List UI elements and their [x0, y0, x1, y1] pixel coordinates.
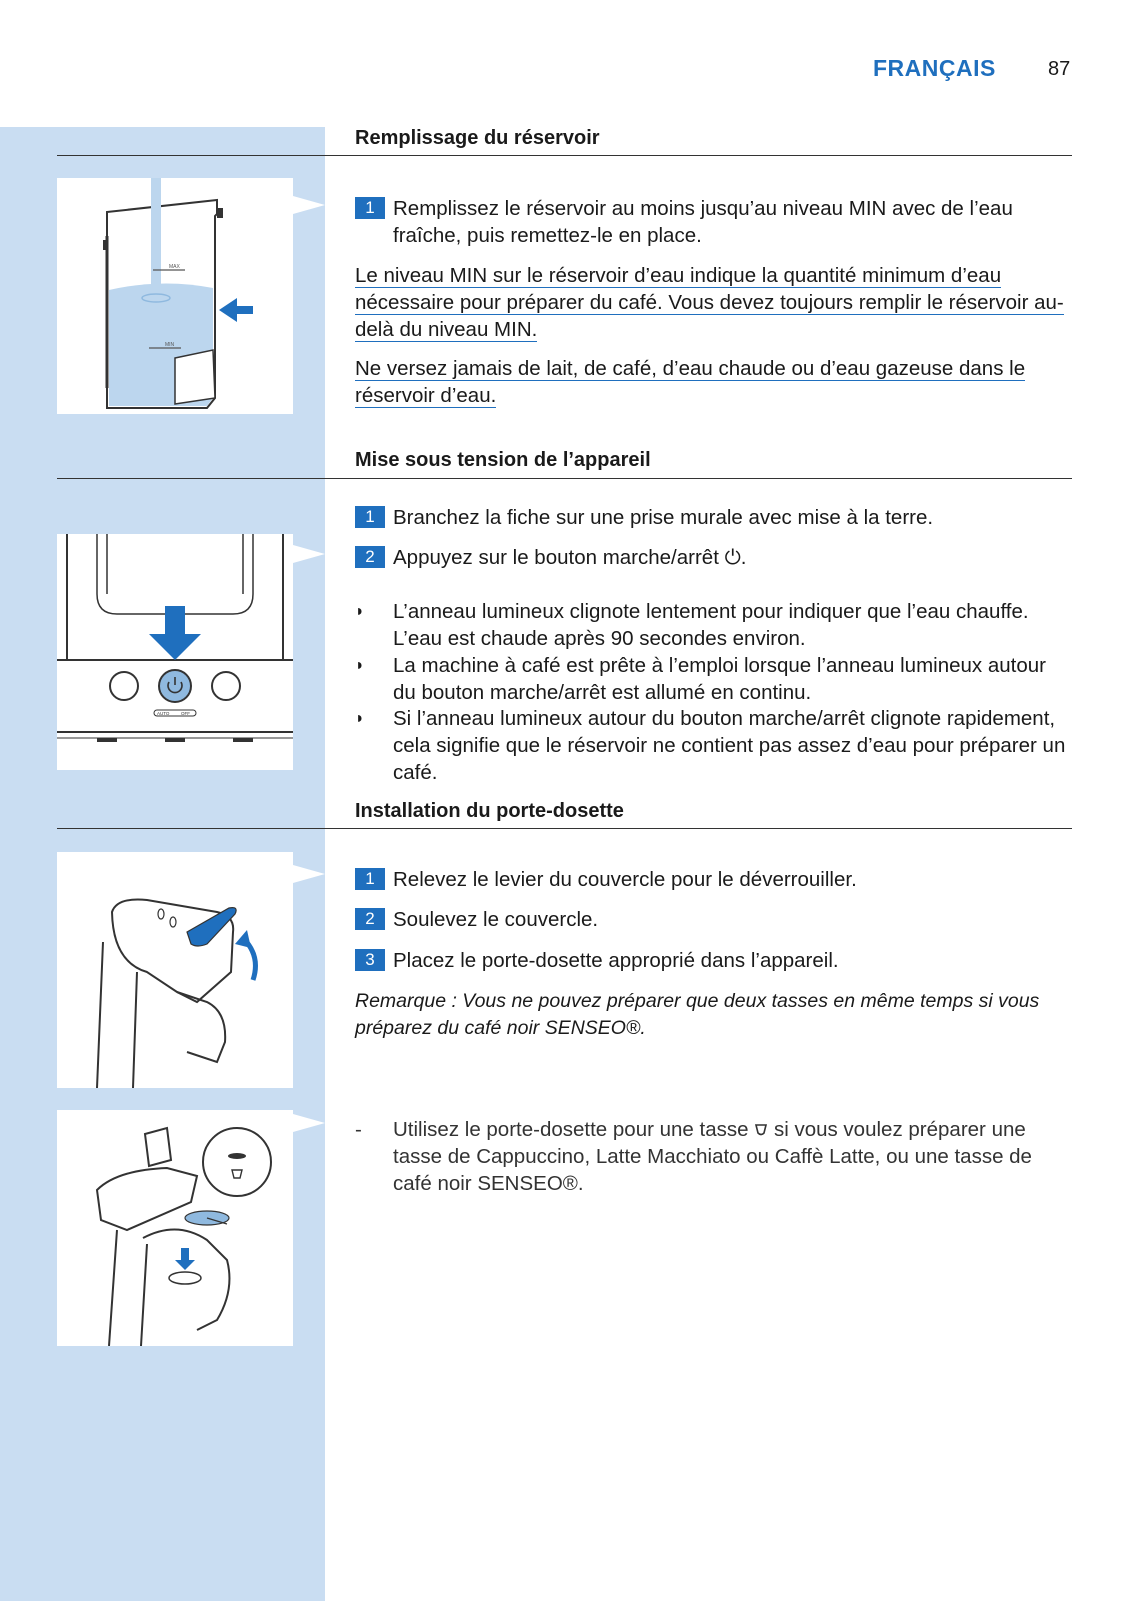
step-lever — [355, 866, 1067, 893]
bullet-icon: ◗ — [355, 657, 365, 674]
step-text: Branchez la fiche sur une prise murale avec mise à la terre. — [393, 506, 934, 529]
illustration-water-tank — [57, 178, 293, 414]
step-number: 1 — [355, 197, 385, 219]
step-fill-tank — [355, 195, 1067, 249]
step-press-power — [355, 544, 1067, 571]
step-text: Appuyez sur le bouton marche/arrêt ⏻. — [393, 546, 747, 569]
step-number: 2 — [355, 908, 385, 930]
step-place-holder — [355, 947, 1067, 974]
result-bullet — [355, 598, 1067, 652]
step-text: Remplissez le réservoir au moins jusqu’au niveau MIN avec de l’eau fraîche, puis remettez-le en place. — [393, 197, 1013, 247]
section-heading-power-on: Mise sous tension de l’appareil — [355, 449, 651, 471]
machine-auto-label: AUTO — [157, 711, 170, 716]
tank-max-label: MAX — [169, 264, 180, 270]
note-two-cups: Remarque : Vous ne pouvez préparer que deux tasses en même temps si vous préparez du café noir SENSEO®. — [355, 990, 1040, 1039]
step-number: 2 — [355, 546, 385, 568]
step-text: Placez le porte-dosette approprié dans l’appareil. — [393, 949, 839, 972]
tip-text-before: Utilisez le porte-dosette pour une tasse — [393, 1118, 749, 1141]
illustration-power-button — [57, 534, 293, 770]
bullet-text: L’anneau lumineux clignote lentement pour indiquer que l’eau chauffe. L’eau est chaude après 90 secondes environ. — [393, 600, 1029, 650]
section-rule — [57, 478, 1072, 479]
section-rule — [57, 828, 1072, 829]
callout-notch — [293, 1114, 325, 1132]
warning-no-milk — [355, 355, 1067, 409]
step-number: 1 — [355, 868, 385, 890]
step-number: 1 — [355, 506, 385, 528]
callout-notch — [293, 196, 325, 214]
step-lift-lid — [355, 906, 1067, 933]
section-rule — [57, 155, 1072, 156]
bullet-icon: ◗ — [355, 710, 365, 727]
tip-text-after: si vous voulez préparer une tasse de Cappuccino, Latte Macchiato ou Caffè Latte, ou une tasse de café noir SENSEO®. — [393, 1118, 1032, 1195]
tip-text — [355, 1116, 1067, 1197]
warning-text: Ne versez jamais de lait, de café, d’eau chaude ou d’eau gazeuse dans le réservoir d’eau. — [355, 357, 1026, 407]
callout-notch — [293, 545, 325, 563]
step-plug-in — [355, 504, 1067, 531]
section-heading-pod-holder: Installation du porte-dosette — [355, 800, 624, 822]
result-bullet — [355, 652, 1067, 706]
tank-min-label: MIN — [165, 342, 175, 348]
page-number: 87 — [1048, 58, 1071, 80]
language-label: FRANÇAIS — [873, 55, 996, 81]
machine-off-label: OFF — [181, 711, 190, 716]
warning-text: Le niveau MIN sur le réservoir d’eau indique la quantité minimum d’eau nécessaire pour préparer du café. Vous devez toujours remplir le réservoir au-delà du niveau MIN. — [355, 264, 1064, 341]
bullet-text: Si l’anneau lumineux autour du bouton marche/arrêt clignote rapidement, cela signifie que le réservoir ne contient pas assez d’eau pour préparer un café. — [393, 707, 1066, 784]
illustration-pod-holder — [57, 1110, 293, 1346]
callout-notch — [293, 865, 325, 883]
illustration-lift-lid — [57, 852, 293, 1088]
tip-dash: - — [355, 1118, 362, 1141]
result-bullet — [355, 705, 1067, 786]
section-heading-filling: Remplissage du réservoir — [355, 127, 600, 149]
single-cup-icon — [754, 1123, 768, 1137]
warning-min-level — [355, 262, 1067, 343]
tip-single-cup-holder — [355, 1116, 1067, 1197]
bullet-icon: ◗ — [355, 603, 365, 620]
step-text: Soulevez le couvercle. — [393, 908, 599, 931]
bullet-text: La machine à café est prête à l’emploi lorsque l’anneau lumineux autour du bouton marche/arrêt est allumé en continu. — [393, 654, 1046, 704]
step-text: Relevez le levier du couvercle pour le déverrouiller. — [393, 868, 857, 891]
step-number: 3 — [355, 949, 385, 971]
